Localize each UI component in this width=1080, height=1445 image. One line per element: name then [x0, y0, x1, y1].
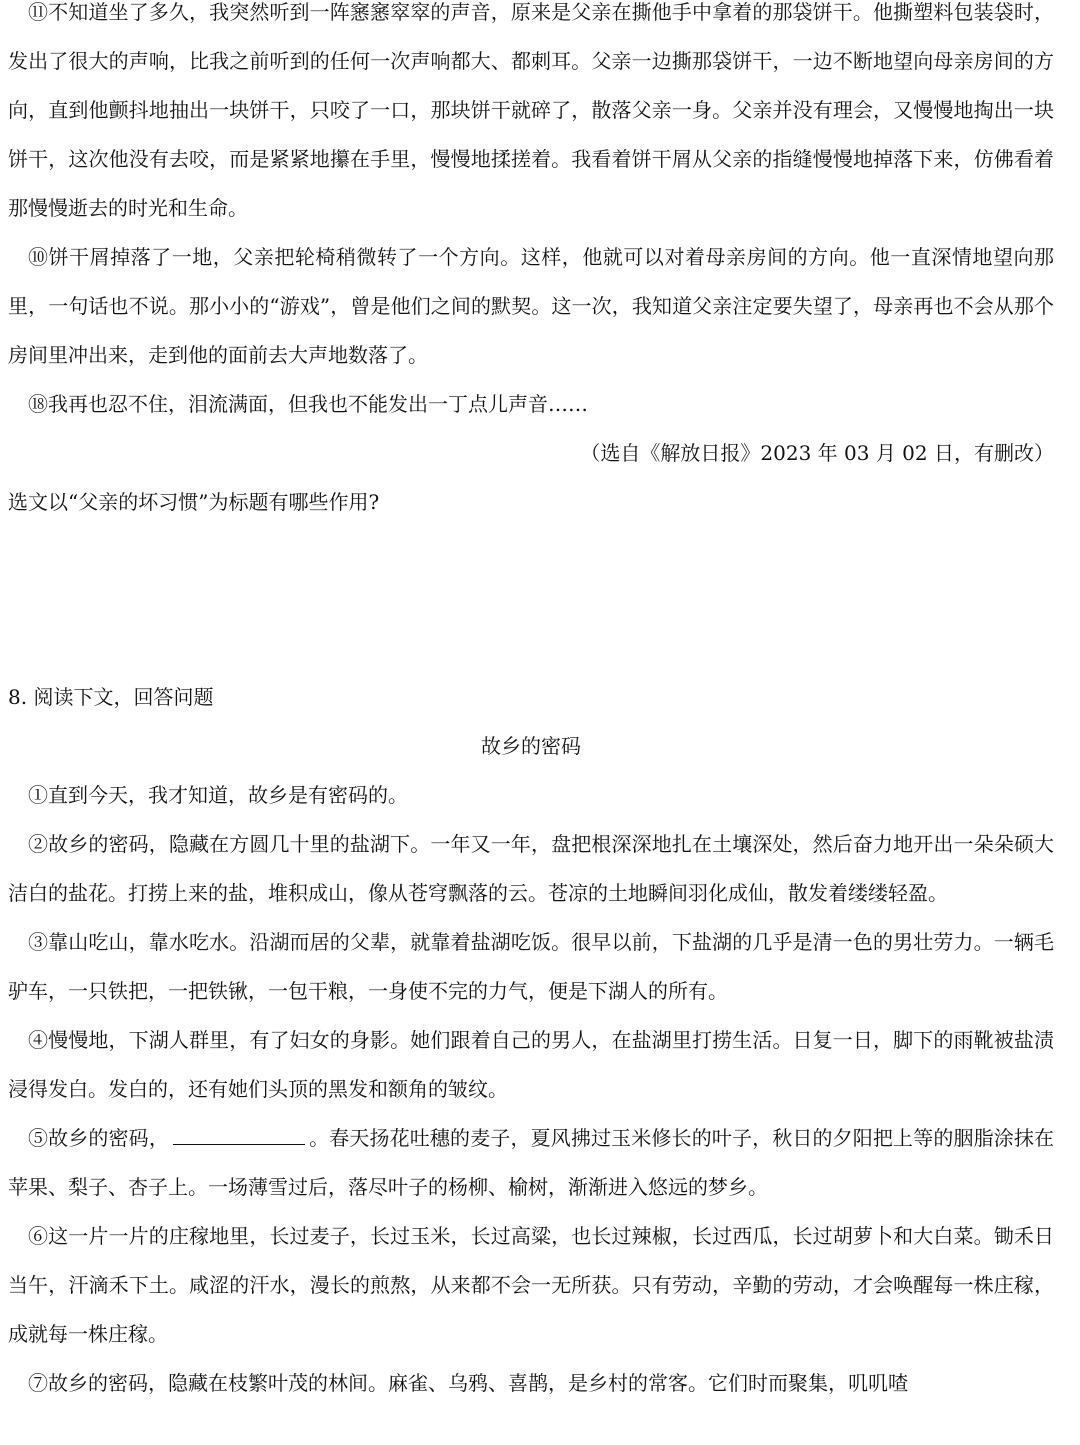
paragraph-5-start: ⑤故乡的密码，	[28, 1126, 169, 1150]
question-text: 选文以“父亲的坏习惯”为标题有哪些作用?	[8, 490, 380, 514]
paragraph-1: ①直到今天，我才知道，故乡是有密码的。	[28, 783, 408, 807]
paragraph-3: ③靠山吃山，靠水吃水。沿湖而居的父辈，就靠着盐湖吃饭。很早以前，下盐湖的几乎是清一色的男壮劳力。一辆毛驴车，一只铁把，一把铁锹，一包干粮，一身使不完的力气，便是下湖人的所有。	[8, 930, 1054, 1003]
paragraph-2: ②故乡的密码，隐藏在方圆几十里的盐湖下。一年又一年，盘把根深深地扎在土壤深处，然后奋力地开出一朵朵硕大洁白的盐花。打捞上来的盐，堆积成山，像从苍穹飘落的云。苍凉的土地瞬间羽化成仙，散发着缕缕轻盈。	[8, 832, 1054, 905]
paragraph-5	[8, 1114, 1054, 1212]
paragraph-10: ⑩饼干屑掉落了一地，父亲把轮椅稍微转了一个方向。这样，他就可以对着母亲房间的方向。他一直深情地望向那里，一句话也不说。那小小的“游戏”，曾是他们之间的默契。这一次，我知道父亲注定要失望了，母亲再也不会从那个房间里冲出来，走到他的面前去大声地数落了。	[8, 245, 1054, 367]
paragraph-7: ⑦故乡的密码，隐藏在枝繁叶茂的林间。麻雀、乌鸦、喜鹊，是乡村的常客。它们时而聚集，叽叽喳	[28, 1371, 908, 1395]
paragraph-18: ⑱我再也忍不住，泪流满面，但我也不能发出一丁点儿声音……	[28, 392, 588, 416]
paragraph-5-end: 。春天扬花吐穗的麦子，夏风拂过玉米修长的叶子，秋日的夕阳把上等的胭脂涂抹在苹果、梨子、杏子上。一场薄雪过后，落尽叶子的杨柳、榆树，渐渐进入悠远的梦乡。	[8, 1126, 1055, 1199]
source-citation: （选自《解放日报》2023 年 03 月 02 日，有删改）	[580, 441, 1054, 465]
paragraph-11: ⑪不知道坐了多久，我突然听到一阵窸窸窣窣的声音，原来是父亲在撕他手中拿着的那袋饼干。他撕塑料包装袋时，发出了很大的声响，比我之前听到的任何一次声响都大、都刺耳。父亲一边撕那袋饼干，一边不断地望向母亲房间的方向，直到他颤抖地抽出一块饼干，只咬了一口，那块饼干就碎了，散落父亲一身。父亲并没有理会，又慢慢地掏出一块饼干，这次他没有去咬，而是紧紧地攥在手里，慢慢地揉搓着。我看着饼干屑从父亲的指缝慢慢地掉落下来，仿佛看着那慢慢逝去的时光和生命。	[8, 0, 1054, 220]
paragraph-6: ⑥这一片一片的庄稼地里，长过麦子，长过玉米，长过高粱，也长过辣椒，长过西瓜，长过胡萝卜和大白菜。锄禾日当午，汗滴禾下土。咸涩的汗水，漫长的煎熬，从来都不会一无所获。只有劳动，辛勤的劳动，才会唤醒每一株庄稼，成就每一株庄稼。	[8, 1224, 1054, 1346]
article-title: 故乡的密码	[481, 734, 581, 758]
section-heading: 8. 阅读下文，回答问题	[8, 685, 214, 709]
fill-in-blank[interactable]	[173, 1120, 305, 1145]
passage-one	[8, 0, 1054, 527]
paragraph-4: ④慢慢地，下湖人群里，有了妇女的身影。她们跟着自己的男人，在盐湖里打捞生活。日复一日，脚下的雨靴被盐渍浸得发白。发白的，还有她们头顶的黑发和额角的皱纹。	[8, 1028, 1054, 1101]
section-8	[8, 673, 1054, 1408]
